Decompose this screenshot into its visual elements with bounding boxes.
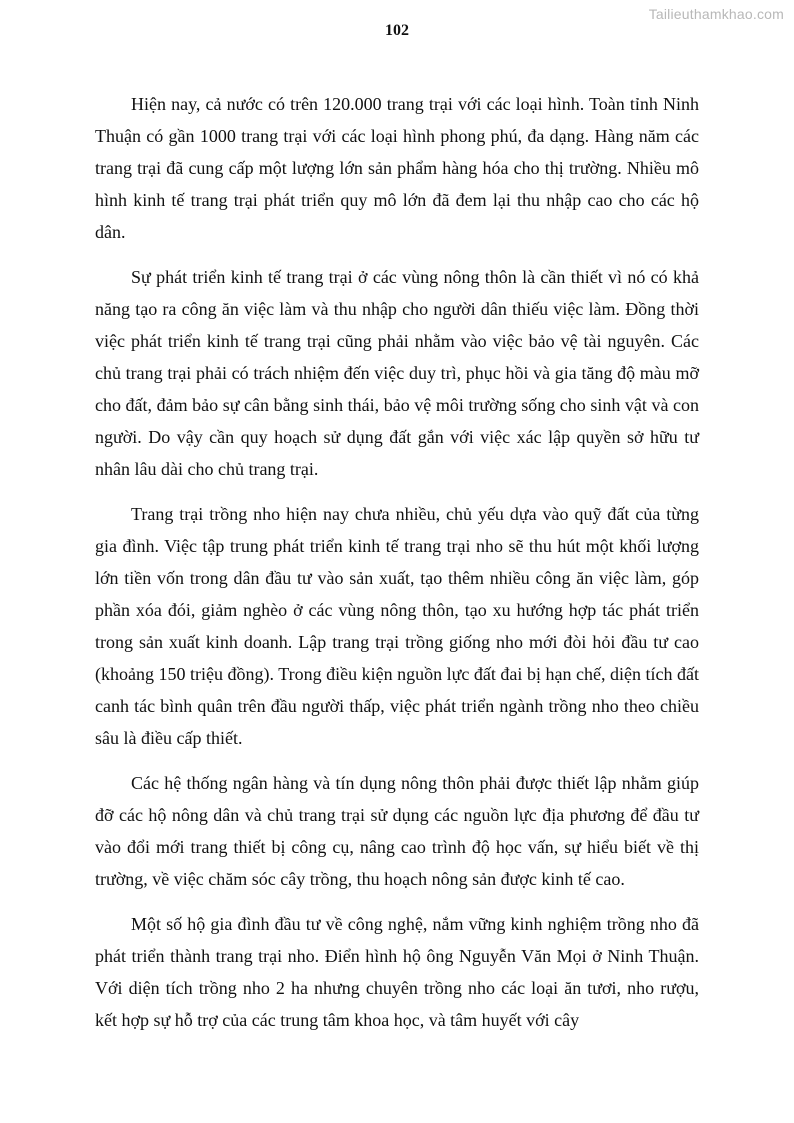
paragraph-1: Hiện nay, cả nước có trên 120.000 trang trại với các loại hình. Toàn tỉnh Ninh Thuận có gần 1000 trang trại với các loại hình phong phú, đa dạng. Hàng năm các trang trại đã cung cấp một lượng lớn sản phẩm hàng hóa cho thị trường. Nhiều mô hình kinh tế trang trại phát triển quy mô lớn đã đem lại thu nhập cao cho các hộ dân. xyxy=(95,94,699,242)
page-number: 102 xyxy=(385,22,409,39)
paragraph-3: Trang trại trồng nho hiện nay chưa nhiều, chủ yếu dựa vào quỹ đất của từng gia đình. Việc tập trung phát triển kinh tế trang trại nho sẽ thu hút một khối lượng lớn tiền vốn trong dân đầu tư vào sản xuất, tạo thêm nhiều công ăn việc làm, góp phần xóa đói, giảm nghèo ở các vùng nông thôn, tạo xu hướng hợp tác phát triển trong sản xuất kinh doanh. Lập trang trại trồng giống nho mới đòi hỏi đầu tư cao (khoảng 150 triệu đồng). Trong điều kiện nguồn lực đất đai bị hạn chế, diện tích đất canh tác bình quân trên đầu người thấp, việc phát triển ngành trồng nho theo chiều sâu là điều cấp thiết. xyxy=(95,504,699,748)
paragraph-2: Sự phát triển kinh tế trang trại ở các vùng nông thôn là cần thiết vì nó có khả năng tạo ra công ăn việc làm và thu nhập cho người dân thiếu việc làm. Đồng thời việc phát triển kinh tế trang trại cũng phải nhằm vào việc bảo vệ tài nguyên. Các chủ trang trại phải có trách nhiệm đến việc duy trì, phục hồi và gia tăng độ màu mỡ cho đất, đảm bảo sự cân bằng sinh thái, bảo vệ môi trường sống cho sinh vật và con người. Do vậy cần quy hoạch sử dụng đất gắn với việc xác lập quyền sở hữu tư nhân lâu dài cho chủ trang trại. xyxy=(95,267,699,479)
paragraph-4: Các hệ thống ngân hàng và tín dụng nông thôn phải được thiết lập nhằm giúp đỡ các hộ nông dân và chủ trang trại sử dụng các nguồn lực địa phương để đầu tư vào đổi mới trang thiết bị công cụ, nâng cao trình độ học vấn, sự hiểu biết về thị trường, về việc chăm sóc cây trồng, thu hoạch nông sản được kinh tế cao. xyxy=(95,773,699,889)
document-body xyxy=(95,88,699,1049)
watermark: Tailieuthamkhao.com xyxy=(648,6,784,22)
paragraph-5: Một số hộ gia đình đầu tư về công nghệ, nắm vững kinh nghiệm trồng nho đã phát triển thành trang trại nho. Điển hình hộ ông Nguyễn Văn Mọi ở Ninh Thuận. Với diện tích trồng nho 2 ha nhưng chuyên trồng nho các loại ăn tươi, nho rượu, kết hợp sự hỗ trợ của các trung tâm khoa học, và tâm huyết với cây xyxy=(95,914,699,1030)
